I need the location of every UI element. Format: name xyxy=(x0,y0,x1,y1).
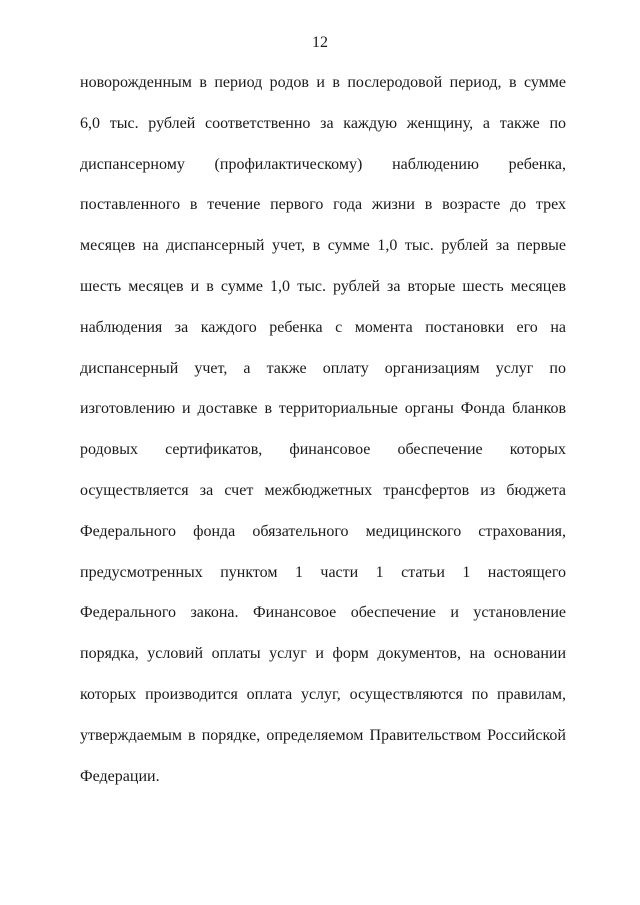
text-line: поставленного в течение первого года жизни в возрасте до трех xyxy=(80,196,566,214)
text-line: месяцев на диспансерный учет, в сумме 1,0 тыс. рублей за первые xyxy=(80,237,566,255)
text-line: утверждаемым в порядке, определяемом Правительством Российской xyxy=(80,726,566,744)
text-line: диспансерный учет, а также оплату организациям услуг по xyxy=(80,359,566,377)
text-line: диспансерному (профилактическому) наблюдению ребенка, xyxy=(80,155,566,173)
text-line: новорожденным в период родов и в послеродовой период, в сумме xyxy=(80,74,566,91)
text-line: которых производится оплата услуг, осуществляются по правилам, xyxy=(80,685,566,703)
text-line: родовых сертификатов, финансовое обеспечение которых xyxy=(80,441,566,459)
text-line: осуществляется за счет межбюджетных трансфертов из бюджета xyxy=(80,481,566,499)
text-line: порядка, условий оплаты услуг и форм документов, на основании xyxy=(80,645,566,663)
text-line: изготовлению и доставке в территориальные органы Фонда бланков xyxy=(80,400,566,418)
text-line: предусмотренных пунктом 1 части 1 статьи 1 настоящего xyxy=(80,563,566,581)
text-line: 6,0 тыс. рублей соответственно за каждую женщину, а также по xyxy=(80,114,566,132)
text-line: Федерального закона. Финансовое обеспечение и установление xyxy=(80,604,566,622)
text-line: Федерального фонда обязательного медицинского страхования, xyxy=(80,522,566,540)
text-line: наблюдения за каждого ребенка с момента постановки его на xyxy=(80,318,566,336)
body-paragraph xyxy=(80,74,566,808)
text-line-last: Федерации. xyxy=(80,767,160,785)
text-line: шесть месяцев и в сумме 1,0 тыс. рублей за вторые шесть месяцев xyxy=(80,277,566,295)
page-number: 12 xyxy=(312,34,328,51)
